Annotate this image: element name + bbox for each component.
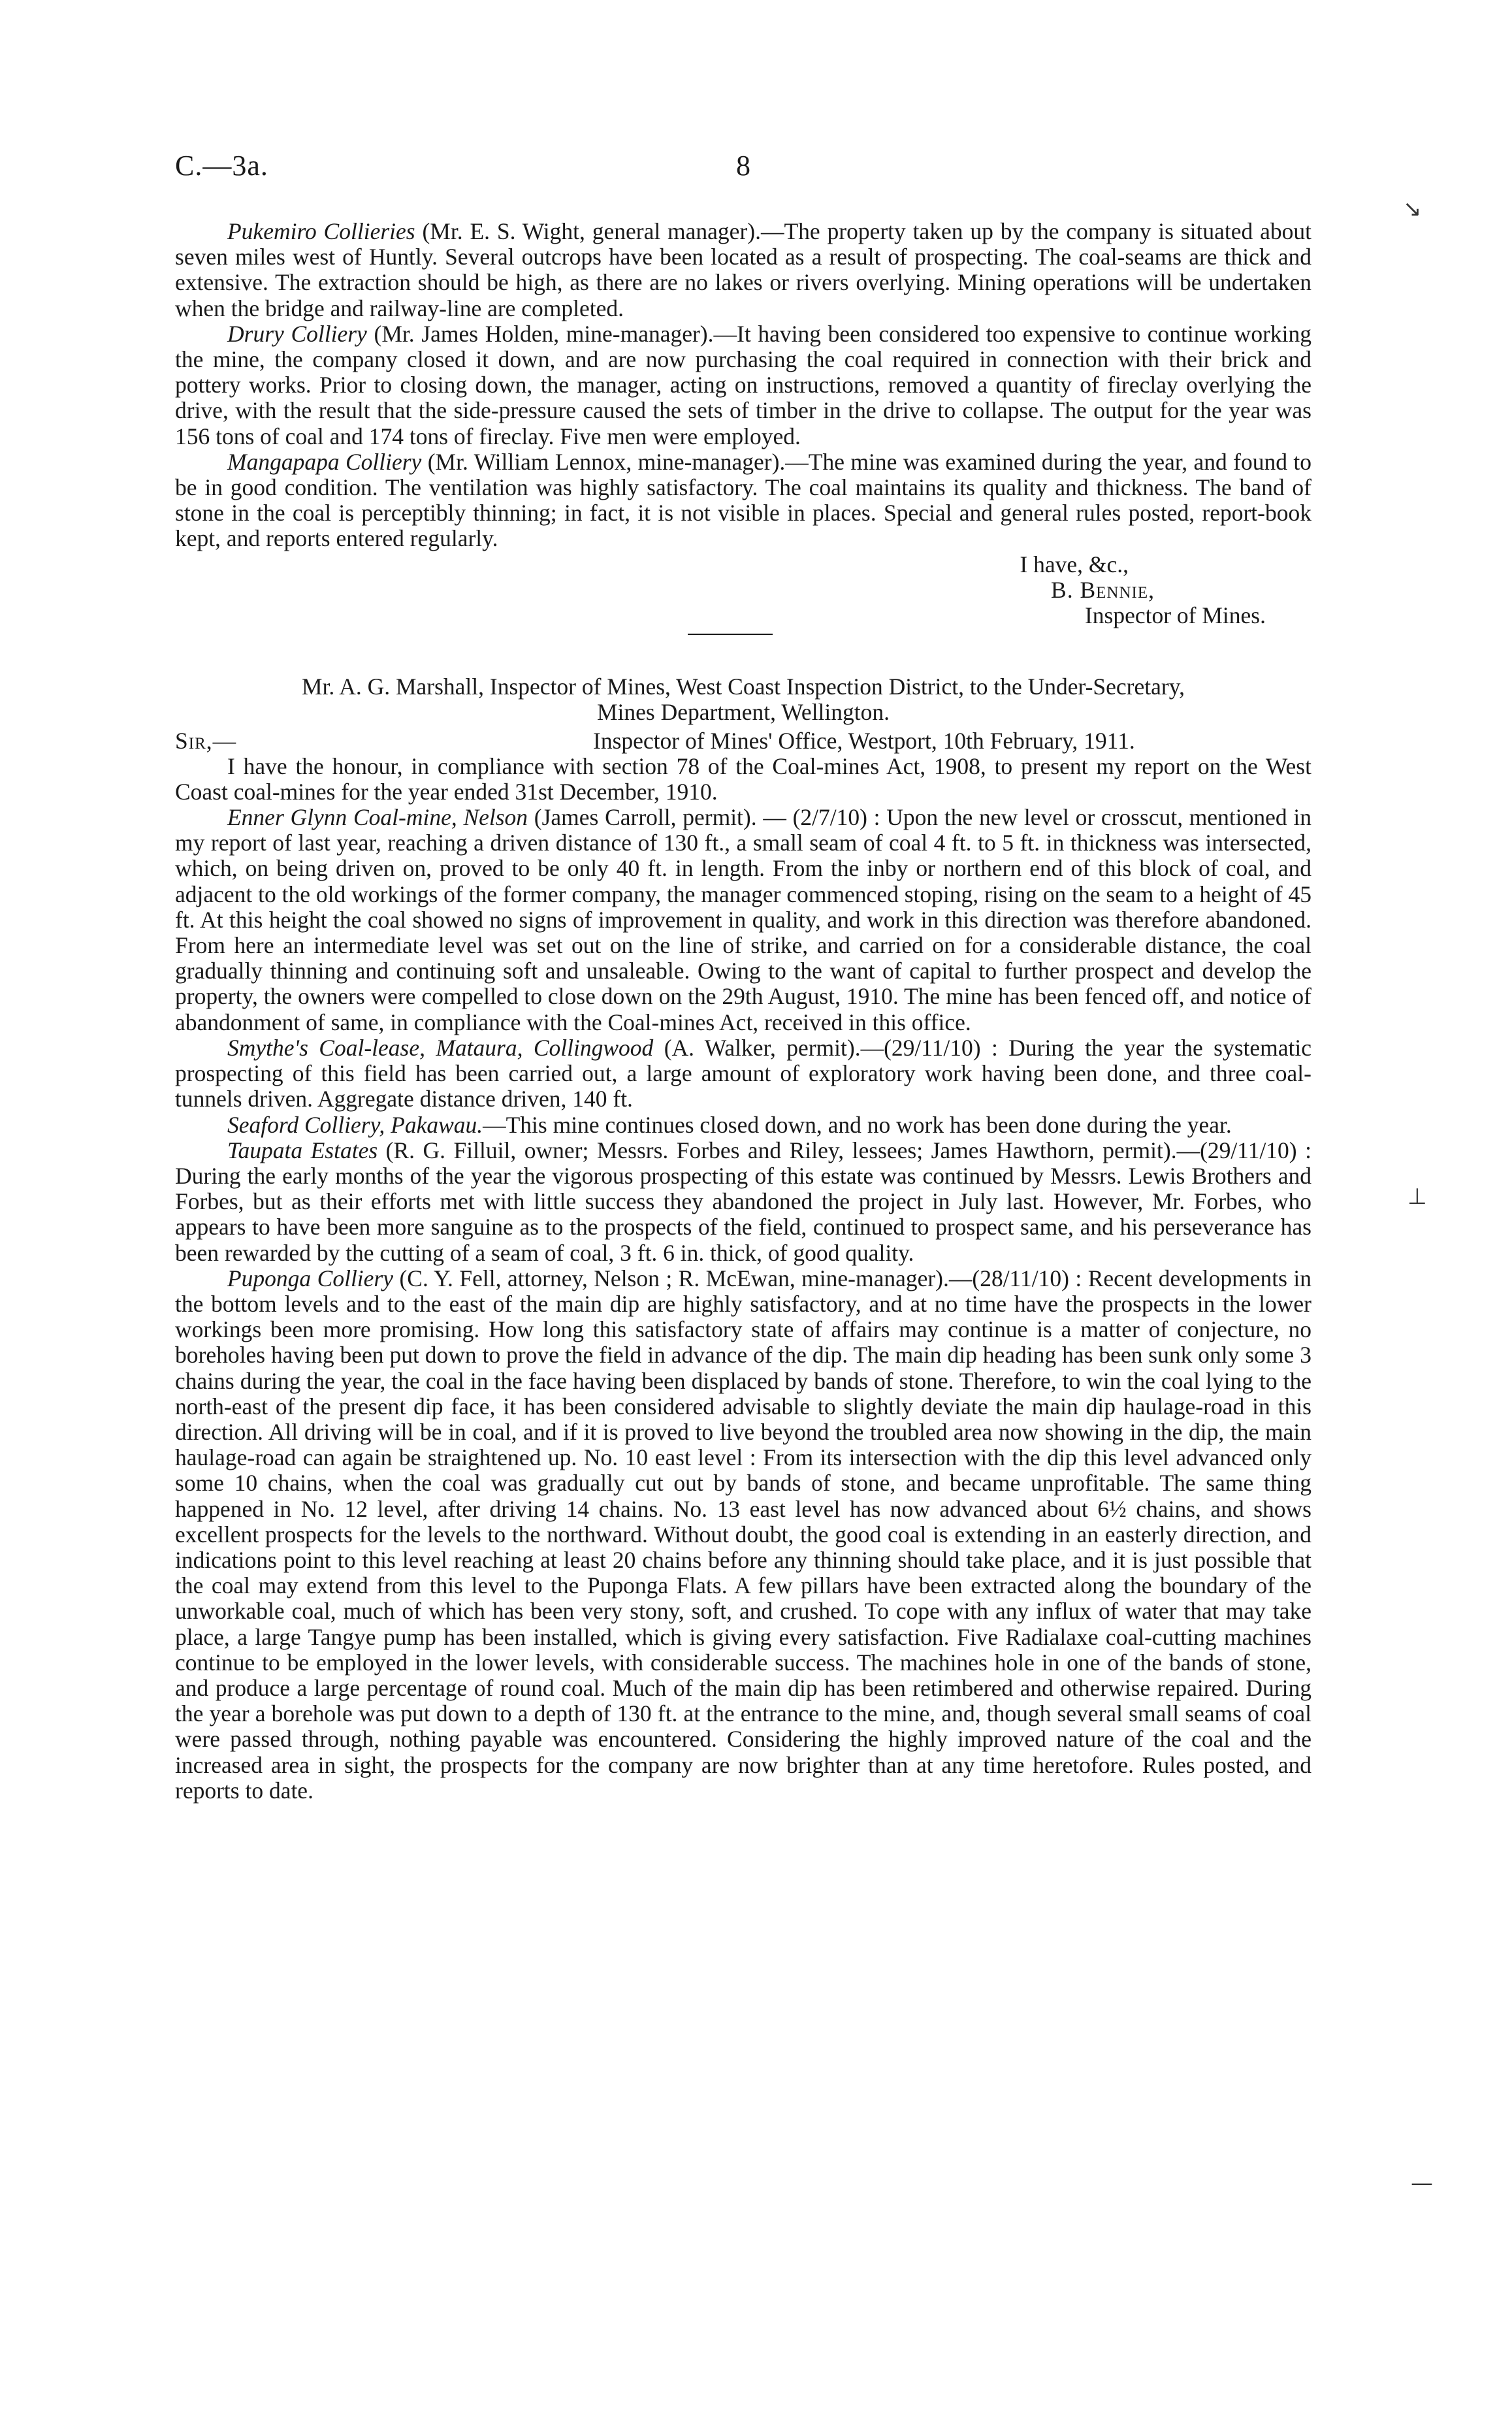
- scan-mark: —: [1411, 2170, 1433, 2196]
- paragraph-taupata: Taupata Estates (R. G. Filluil, owner; Messrs. Forbes and Riley, lessees; James Hawthorn, permit).—(29/11/10) : During the early months of the year the vigorous prospecting of this estate was continued by Messrs. Lewis Brothers and Forbes, but as their efforts met with little success they abandoned the project in July last. However, Mr. Forbes, who appears to have been more sanguine as to the prospects of the field, continued to prospect same, and his perseverance has been rewarded by the cutting of a seam of coal, 3 ft. 6 in. thick, of good quality.: [175, 1137, 1311, 1266]
- section-divider: [688, 634, 773, 635]
- address-line-2: Mines Department, Wellington.: [596, 699, 890, 726]
- salutation: Sir,—: [175, 727, 237, 754]
- paragraph-drury: Drury Colliery (Mr. James Holden, mine-manager).—It having been considered too expensive to continue working the mine, the company closed it down, and are now purchasing the coal required in connection with their brick and pottery works. Prior to closing down, the manager, acting on instructions, removed a quantity of fireclay overlying the drive, with the result that the side-pressure caused the sets of timber in the drive to collapse. The output for the year was 156 tons of coal and 174 tons of fireclay. Five men were employed.: [175, 320, 1312, 449]
- paragraph-pukemiro: Pukemiro Collieries (Mr. E. S. Wight, general manager).—The property taken up by the company is situated about seven miles west of Huntly. Several outcrops have been located as a result of prospecting. The coal-seams are thick and extensive. The extraction should be high, as there are no lakes or rivers overlying. Mining operations will be undertaken when the bridge and railway-line are completed.: [175, 218, 1311, 321]
- letter-closing: [175, 552, 1311, 629]
- paragraph-puponga: Puponga Colliery (C. Y. Fell, attorney, Nelson ; R. McEwan, mine-manager).—(28/11/10) : Recent developments in the bottom levels and to the east of the main dip are highly satisfactory, and at no time have the prospects in the lower workings been more promising. How long this satisfactory state of affairs may continue is a matter of conjecture, no boreholes having been put down to prove the field in advance of the dip. The main dip heading has been sunk only some 3 chains during the year, the coal in the face having been displaced by bands of stone. Therefore, to win the coal lying to the north-east of the present dip face, it has been considered advisable to slightly deviate the main dip haulage-road in this direction. All driving will be in coal, and if it is proved to live beyond the troubled area now showing in the dip, the main haulage-road can again be straightened up. No. 10 east level : From its intersection with the dip this level advanced only some 10 chains, when the coal was gradually cut out by bands of stone, and became unprofitable. The same thing happened in No. 12 level, after driving 14 chains. No. 13 east level has now advanced about 6½ chains, and shows excellent prospects for the levels to the northward. Without doubt, the good coal is extending in an easterly direction, and indications point to this level reaching at least 20 chains before any thinning should take place, and it is just possible that the coal may extend from this level to the Puponga Flats. A few pillars have been extracted along the boundary of the unworkable coal, much of which has been very stony, soft, and crushed. To cope with any influx of water that may take place, a large Tangye pump has been installed, which is giving every satisfaction. Five Radialaxe coal-cutting machines continue to be employed in the lower levels, with considerable success. The machines hole in one of the bands of stone, and produce a large percentage of round coal. Much of the main dip has been retimbered and otherwise repaired. During the year a borehole was put down to a depth of 130 ft. at the entrance to the mine, and, though several small seams of coal were passed through, nothing payable was encountered. Considering the highly improved nature of the coal and the increased area in sight, the prospects for the company are now brighter than at any time heretofore. Rules posted, and reports to date.: [175, 1265, 1311, 1804]
- paragraph-enner-glynn: Enner Glynn Coal-mine, Nelson (James Carroll, permit). — (2/7/10) : Upon the new level or crosscut, mentioned in my report of last year, reaching a driven distance of 130 ft., a small seam of coal 4 ft. to 5 ft. in thickness was intersected, which, on being driven on, proved to be only 40 ft. in length. From the inby or northern end of this block of coal, and adjacent to the old workings of the former company, the manager commenced stoping, rising on the seam to a height of 45 ft. At this height the coal showed no signs of improvement in quality, and work in this direction was therefore abandoned. From here an intermediate level was set out on the line of strike, and carried on for a considerable distance, the coal gradually thinning and continuing soft and unsaleable. Owing to the want of capital to further prospect and develop the property, the owners were compelled to close down on the 29th August, 1910. The mine has been fenced off, and notice of abandonment of same, in compliance with the Coal-mines Act, received in this office.: [175, 804, 1311, 1035]
- address-line-1: Mr. A. G. Marshall, Inspector of Mines, West Coast Inspection District, to the Under-Secretary,: [301, 673, 1185, 700]
- signatory-title: Inspector of Mines.: [1084, 602, 1266, 629]
- page-header: [175, 149, 1311, 195]
- page-number: 8: [736, 150, 750, 182]
- report-body: [175, 219, 1311, 1804]
- paragraph-mangapapa: Mangapapa Colliery (Mr. William Lennox, mine-manager).—The mine was examined during the year, and found to be in good condition. The ventilation was highly satisfactory. The coal maintains its quality and thickness. The band of stone in the coal is perceptibly thinning; in fact, it is not visible in places. Special and general rules posted, report-book kept, and reports entered regularly.: [175, 448, 1311, 552]
- scan-mark: ⊥: [1407, 1184, 1427, 1210]
- salutation-row: [175, 728, 1311, 754]
- dateline: Inspector of Mines' Office, Westport, 10th February, 1911.: [593, 727, 1135, 754]
- paragraph-seaford: Seaford Colliery, Pakawau.—This mine continues closed down, and no work has been done during the year.: [227, 1111, 1232, 1138]
- closing-phrase: I have, &c.,: [1020, 551, 1129, 577]
- paragraph-intro: I have the honour, in compliance with section 78 of the Coal-mines Act, 1908, to present my report on the West Coast coal-mines for the year ended 31st December, 1910.: [175, 753, 1311, 805]
- scan-mark: ↘: [1403, 196, 1422, 222]
- signatory-name: B. Bennie,: [1051, 576, 1155, 603]
- document-code: C.—3a.: [175, 150, 268, 182]
- paragraph-smythes: Smythe's Coal-lease, Mataura, Collingwood (A. Walker, permit).—(29/11/10) : During the year the systematic prospecting of this field has been carried out, a large amount of exploratory work having been done, and three coal-tunnels driven. Aggregate distance driven, 140 ft.: [175, 1034, 1311, 1112]
